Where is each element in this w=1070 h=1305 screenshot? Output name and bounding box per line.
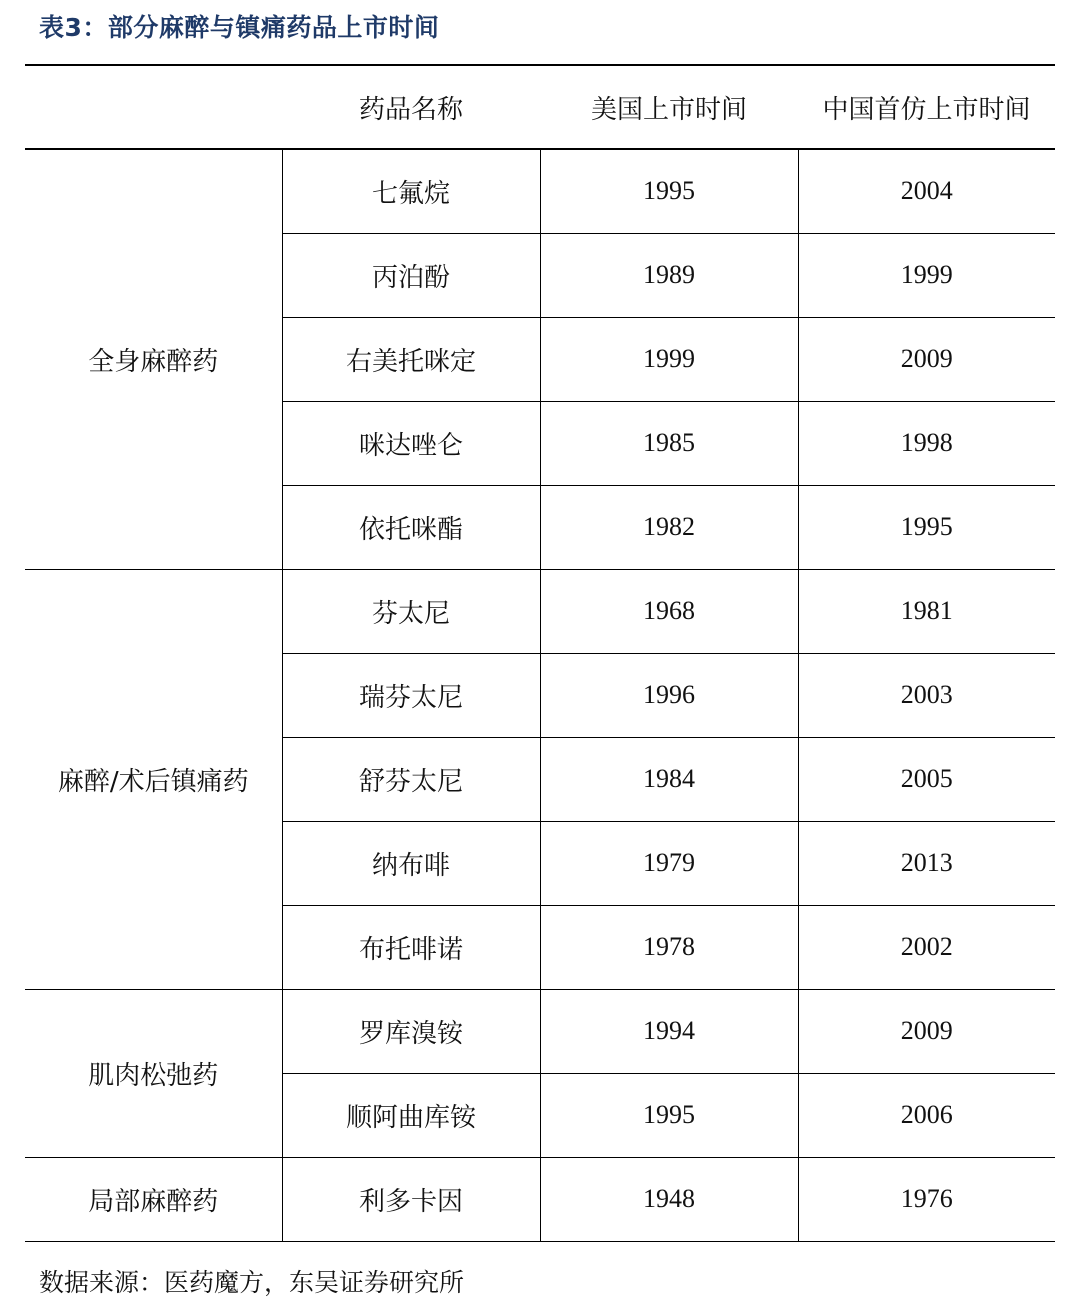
us-launch-cell: 1996 [540, 653, 798, 737]
header-drug-name: 药品名称 [282, 65, 540, 149]
china-launch-cell: 2009 [798, 989, 1055, 1073]
table-row [25, 569, 1055, 653]
us-launch-cell: 1995 [540, 1073, 798, 1157]
header-row [25, 65, 1055, 149]
category-cell: 全身麻醉药 [25, 149, 282, 569]
us-launch-cell: 1982 [540, 485, 798, 569]
header-us-launch: 美国上市时间 [540, 65, 798, 149]
drug-launch-table [25, 64, 1055, 1242]
table-row [25, 149, 1055, 233]
china-launch-cell: 2004 [798, 149, 1055, 233]
china-launch-cell: 1999 [798, 233, 1055, 317]
china-launch-cell: 2009 [798, 317, 1055, 401]
us-launch-cell: 1994 [540, 989, 798, 1073]
header-china-first-generic: 中国首仿上市时间 [798, 65, 1055, 149]
us-launch-cell: 1995 [540, 149, 798, 233]
table-row [25, 989, 1055, 1073]
china-launch-cell: 2013 [798, 821, 1055, 905]
china-launch-cell: 1998 [798, 401, 1055, 485]
us-launch-cell: 1985 [540, 401, 798, 485]
drug-name-cell: 舒芬太尼 [282, 737, 540, 821]
drug-name-cell: 纳布啡 [282, 821, 540, 905]
drug-name-cell: 芬太尼 [282, 569, 540, 653]
drug-name-cell: 依托咪酯 [282, 485, 540, 569]
table-row [25, 1157, 1055, 1241]
category-cell: 麻醉/术后镇痛药 [25, 569, 282, 989]
china-launch-cell: 2006 [798, 1073, 1055, 1157]
us-launch-cell: 1968 [540, 569, 798, 653]
drug-name-cell: 布托啡诺 [282, 905, 540, 989]
drug-name-cell: 利多卡因 [282, 1157, 540, 1241]
drug-name-cell: 丙泊酚 [282, 233, 540, 317]
us-launch-cell: 1984 [540, 737, 798, 821]
drug-name-cell: 罗库溴铵 [282, 989, 540, 1073]
us-launch-cell: 1999 [540, 317, 798, 401]
us-launch-cell: 1978 [540, 905, 798, 989]
china-launch-cell: 1995 [798, 485, 1055, 569]
us-launch-cell: 1948 [540, 1157, 798, 1241]
china-launch-cell: 1976 [798, 1157, 1055, 1241]
us-launch-cell: 1979 [540, 821, 798, 905]
table-title: 表3：部分麻醉与镇痛药品上市时间 [39, 13, 440, 42]
drug-name-cell: 右美托咪定 [282, 317, 540, 401]
china-launch-cell: 2005 [798, 737, 1055, 821]
category-cell: 肌肉松弛药 [25, 989, 282, 1157]
china-launch-cell: 2002 [798, 905, 1055, 989]
source-note: 数据来源：医药魔方，东吴证券研究所 [39, 1268, 465, 1297]
header-category [25, 65, 282, 149]
drug-name-cell: 咪达唑仑 [282, 401, 540, 485]
drug-name-cell: 七氟烷 [282, 149, 540, 233]
drug-name-cell: 瑞芬太尼 [282, 653, 540, 737]
china-launch-cell: 2003 [798, 653, 1055, 737]
drug-name-cell: 顺阿曲库铵 [282, 1073, 540, 1157]
china-launch-cell: 1981 [798, 569, 1055, 653]
category-cell: 局部麻醉药 [25, 1157, 282, 1241]
us-launch-cell: 1989 [540, 233, 798, 317]
